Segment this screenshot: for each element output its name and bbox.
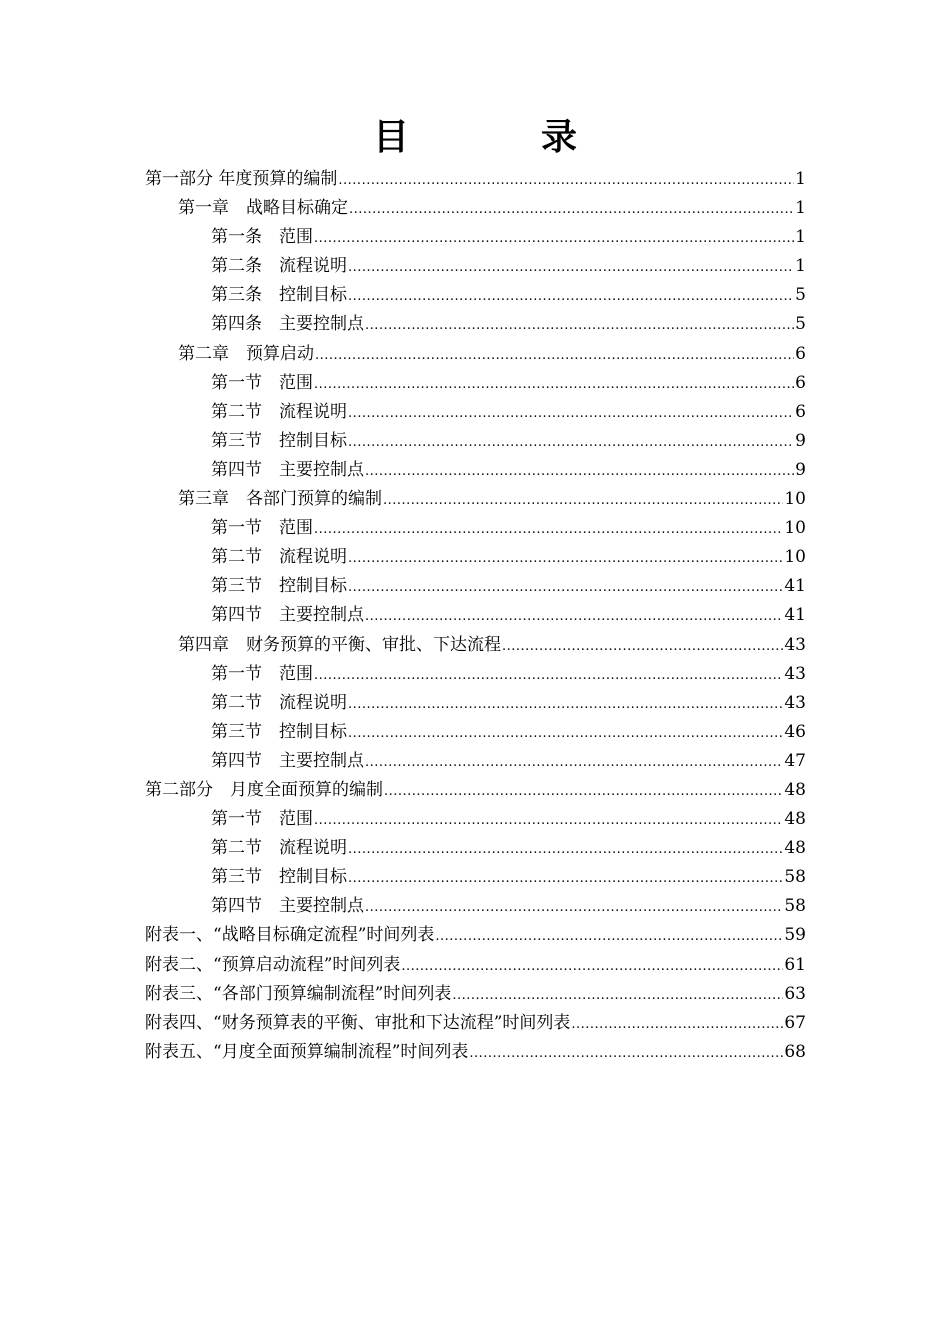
toc-entry-page-number: 1 xyxy=(795,169,806,189)
toc-entry[interactable] xyxy=(145,513,806,542)
toc-entry-page-number: 46 xyxy=(784,721,806,742)
toc-entry-title: 第二章 预算启动 xyxy=(178,343,314,364)
toc-entry-page-number: 10 xyxy=(784,489,806,510)
toc-entry-title: 第四节 主要控制点 xyxy=(211,750,364,771)
toc-leader-dots xyxy=(571,1017,783,1032)
toc-entry[interactable] xyxy=(145,571,806,600)
toc-entry-title: 附表三、“各部门预算编制流程”时间列表 xyxy=(145,983,452,1004)
toc-entry-title: 附表五、“月度全面预算编制流程”时间列表 xyxy=(145,1041,469,1062)
toc-leader-dots xyxy=(348,726,783,741)
toc-entry[interactable] xyxy=(145,397,806,426)
toc-leader-dots xyxy=(348,406,794,421)
toc-entry-title: 第三节 控制目标 xyxy=(211,430,347,451)
toc-entry-page-number: 61 xyxy=(784,954,806,975)
toc-entry-page-number: 43 xyxy=(784,663,806,684)
toc-leader-dots xyxy=(384,784,783,799)
toc-leader-dots xyxy=(365,609,783,624)
toc-entry-page-number: 6 xyxy=(795,343,806,364)
toc-entry[interactable] xyxy=(145,542,806,571)
toc-entry-title: 第三节 控制目标 xyxy=(211,867,347,888)
toc-entry-page-number: 10 xyxy=(784,518,806,539)
toc-entry[interactable] xyxy=(145,688,806,717)
toc-entry-page-number: 43 xyxy=(784,692,806,713)
toc-entry-page-number: 43 xyxy=(784,634,806,655)
toc-entry-title: 第四节 主要控制点 xyxy=(211,896,364,917)
toc-entry[interactable] xyxy=(145,804,806,833)
toc-leader-dots xyxy=(435,929,783,944)
toc-entry-page-number: 58 xyxy=(784,867,806,888)
toc-title: 目 录 xyxy=(372,117,625,158)
toc-entry-title: 第四章 财务预算的平衡、审批、下达流程 xyxy=(178,634,501,655)
toc-leader-dots xyxy=(348,842,783,857)
toc-entry[interactable] xyxy=(145,426,806,455)
toc-entry-title: 附表四、“财务预算表的平衡、审批和下达流程”时间列表 xyxy=(145,1012,571,1033)
toc-entry[interactable] xyxy=(145,717,806,746)
toc-leader-dots xyxy=(348,435,794,450)
toc-entry-title: 第四条 主要控制点 xyxy=(211,314,364,335)
toc-leader-dots xyxy=(365,464,794,479)
toc-entry[interactable] xyxy=(145,309,806,338)
toc-entry-title: 第一章 战略目标确定 xyxy=(178,198,348,219)
toc-entry-page-number: 6 xyxy=(795,372,806,393)
toc-entry-page-number: 1 xyxy=(795,198,806,219)
toc-entry-title: 第一节 范围 xyxy=(211,663,313,684)
toc-entry[interactable] xyxy=(145,1037,806,1066)
toc-entry-title: 第三章 各部门预算的编制 xyxy=(178,489,382,510)
toc-entry-page-number: 67 xyxy=(784,1012,806,1033)
toc-entry-title: 第四节 主要控制点 xyxy=(211,459,364,480)
toc-entry-title: 第一条 范围 xyxy=(211,227,313,248)
toc-entry-title: 第三条 控制目标 xyxy=(211,285,347,306)
toc-entry-page-number: 47 xyxy=(784,750,806,771)
toc-entry[interactable] xyxy=(145,164,806,193)
toc-entry-page-number: 48 xyxy=(784,838,806,859)
toc-entry[interactable] xyxy=(145,484,806,513)
toc-entry-page-number: 48 xyxy=(784,779,806,800)
toc-entry[interactable] xyxy=(145,891,806,920)
toc-leader-dots xyxy=(315,348,794,363)
toc-leader-dots xyxy=(348,260,794,275)
toc-entry-page-number: 5 xyxy=(795,314,806,335)
toc-entry-title: 第二部分 月度全面预算的编制 xyxy=(145,779,383,800)
toc-entry-title: 第二节 流程说明 xyxy=(211,547,347,568)
toc-leader-dots xyxy=(383,493,783,508)
table-of-contents xyxy=(145,164,806,1066)
toc-leader-dots xyxy=(452,988,783,1003)
toc-entry-page-number: 63 xyxy=(784,983,806,1004)
toc-entry-title: 附表一、“战略目标确定流程”时间列表 xyxy=(145,925,435,946)
toc-entry[interactable] xyxy=(145,455,806,484)
toc-entry-title: 第一节 范围 xyxy=(211,372,313,393)
toc-entry-title: 第一部分 年度预算的编制 xyxy=(145,169,338,189)
toc-entry-page-number: 6 xyxy=(795,401,806,422)
toc-entry[interactable] xyxy=(145,280,806,309)
toc-entry-page-number: 9 xyxy=(795,459,806,480)
toc-entry-title: 第三节 控制目标 xyxy=(211,721,347,742)
toc-entry-page-number: 58 xyxy=(784,896,806,917)
toc-entry[interactable] xyxy=(145,775,806,804)
toc-entry[interactable] xyxy=(145,979,806,1008)
toc-entry-page-number: 9 xyxy=(795,430,806,451)
toc-leader-dots xyxy=(314,668,783,683)
toc-leader-dots xyxy=(348,697,783,712)
toc-entry-page-number: 68 xyxy=(784,1041,806,1062)
toc-entry[interactable] xyxy=(145,746,806,775)
toc-entry-page-number: 41 xyxy=(784,576,806,597)
toc-entry[interactable] xyxy=(145,630,806,659)
toc-entry-page-number: 41 xyxy=(784,605,806,626)
toc-entry[interactable] xyxy=(145,193,806,222)
toc-leader-dots xyxy=(365,900,783,915)
toc-entry-page-number: 1 xyxy=(795,227,806,248)
toc-entry[interactable] xyxy=(145,833,806,862)
toc-entry-page-number: 5 xyxy=(795,285,806,306)
toc-leader-dots xyxy=(314,231,794,246)
toc-entry-title: 第一节 范围 xyxy=(211,809,313,830)
toc-entry-title: 第二节 流程说明 xyxy=(211,838,347,859)
toc-entry[interactable] xyxy=(145,222,806,251)
toc-leader-dots xyxy=(401,959,783,974)
toc-leader-dots xyxy=(349,202,794,217)
toc-leader-dots xyxy=(365,318,794,333)
toc-entry-title: 第二节 流程说明 xyxy=(211,401,347,422)
toc-entry[interactable] xyxy=(145,600,806,629)
toc-entry-page-number: 59 xyxy=(784,925,806,946)
toc-leader-dots xyxy=(314,813,783,828)
toc-leader-dots xyxy=(348,871,783,886)
toc-entry[interactable] xyxy=(145,1008,806,1037)
toc-entry-title: 第二条 流程说明 xyxy=(211,256,347,277)
toc-leader-dots xyxy=(348,551,783,566)
toc-leader-dots xyxy=(365,755,783,770)
toc-entry-page-number: 48 xyxy=(784,809,806,830)
toc-entry[interactable] xyxy=(145,339,806,368)
toc-entry-title: 第四节 主要控制点 xyxy=(211,605,364,626)
toc-entry-page-number: 1 xyxy=(795,256,806,277)
toc-leader-dots xyxy=(502,639,783,654)
toc-entry[interactable] xyxy=(145,368,806,397)
toc-entry-title: 第一节 范围 xyxy=(211,518,313,539)
toc-entry-title: 附表二、“预算启动流程”时间列表 xyxy=(145,954,401,975)
toc-entry[interactable] xyxy=(145,251,806,280)
toc-entry[interactable] xyxy=(145,920,806,949)
toc-leader-dots xyxy=(348,580,783,595)
toc-leader-dots xyxy=(314,377,794,392)
toc-leader-dots xyxy=(348,289,794,304)
toc-entry[interactable] xyxy=(145,950,806,979)
toc-leader-dots xyxy=(338,173,794,188)
toc-entry-title: 第二节 流程说明 xyxy=(211,692,347,713)
toc-entry-page-number: 10 xyxy=(784,547,806,568)
toc-leader-dots xyxy=(469,1046,783,1061)
toc-entry[interactable] xyxy=(145,659,806,688)
toc-entry-title: 第三节 控制目标 xyxy=(211,576,347,597)
toc-leader-dots xyxy=(314,522,783,537)
toc-entry[interactable] xyxy=(145,862,806,891)
